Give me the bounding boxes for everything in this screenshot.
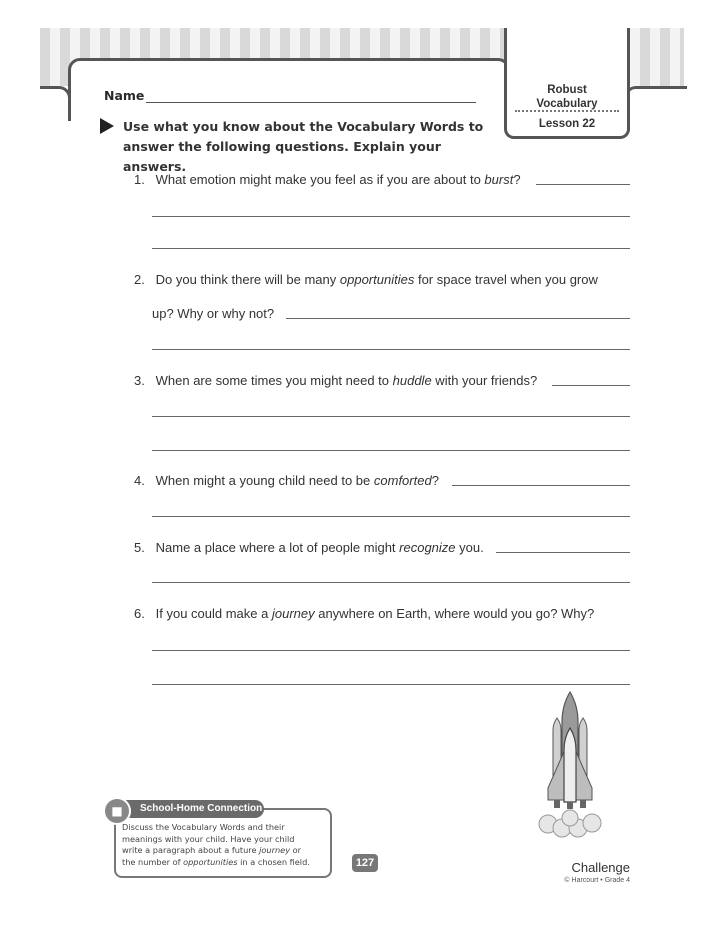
lesson-type-line1: Robust: [547, 84, 587, 96]
question-text-after: for space travel when you grow: [414, 272, 598, 287]
question-text-after: ?: [513, 172, 521, 187]
answer-line[interactable]: [152, 416, 630, 417]
triangle-right-icon: [100, 118, 114, 134]
lesson-type-line2: Vocabulary: [536, 98, 598, 110]
question-number: 4.: [134, 473, 145, 488]
challenge-label: Challenge: [571, 860, 630, 875]
instructions-line1: Use what you know about the Vocabulary Words to: [123, 119, 484, 134]
answer-line[interactable]: [452, 485, 630, 486]
answer-line[interactable]: [496, 552, 630, 553]
vocab-word: opportunities: [339, 272, 415, 287]
question-2-line2: up? Why or why not?: [152, 306, 275, 321]
answer-line[interactable]: [286, 318, 630, 319]
school-home-line3: [122, 845, 322, 857]
question-number: 2.: [134, 272, 145, 287]
question-number: 5.: [134, 540, 145, 555]
header-frame-left-tab: [40, 86, 71, 101]
vocab-word: recognize: [399, 540, 456, 555]
answer-line[interactable]: [152, 650, 630, 651]
page-number: 127: [352, 854, 378, 872]
vocab-word: journey: [271, 606, 315, 621]
name-input-line[interactable]: [146, 102, 476, 103]
school-home-text-segment: or: [290, 845, 302, 855]
vocab-word: huddle: [392, 373, 432, 388]
school-home-text-segment: write a paragraph about a future: [122, 845, 260, 855]
name-row: [104, 88, 478, 104]
question-number: 6.: [134, 606, 145, 621]
space-shuttle-icon: [530, 688, 610, 838]
answer-line[interactable]: [152, 516, 630, 517]
answer-line[interactable]: [152, 216, 630, 217]
name-label: Name: [104, 88, 145, 103]
question-number: 3.: [134, 373, 145, 388]
lesson-badge: [504, 28, 630, 139]
instructions-line2: answer the following questions. Explain your answers.: [123, 139, 441, 174]
lesson-divider: [515, 110, 619, 112]
school-home-line1: Discuss the Vocabulary Words and their: [122, 822, 285, 832]
vocab-word: opportunities: [183, 856, 238, 867]
school-home-title: School-Home Connection: [118, 800, 264, 818]
answer-line[interactable]: [152, 248, 630, 249]
question-number: 1.: [134, 172, 145, 187]
vocab-word: comforted: [373, 473, 432, 488]
lesson-number: Lesson 22: [538, 118, 596, 130]
copyright: © Harcourt • Grade 4: [564, 877, 630, 884]
bus-icon: ■: [103, 797, 131, 825]
header-frame-right-tab: [624, 86, 687, 101]
question-text-after: with your friends?: [431, 373, 538, 388]
question-6: [134, 606, 630, 621]
question-text-before: What emotion might make you feel as if you are about to: [155, 172, 485, 187]
answer-line[interactable]: [152, 582, 630, 583]
school-home-text-segment: in a chosen field.: [237, 856, 310, 867]
question-text-after: anywhere on Earth, where would you go? Why?: [314, 606, 595, 621]
question-text-before: When are some times you might need to: [155, 373, 393, 388]
question-text-after: you.: [455, 540, 484, 555]
answer-line[interactable]: [536, 184, 630, 185]
question-text-before: If you could make a: [155, 606, 272, 621]
school-home-line4: [122, 857, 322, 869]
school-home-text: [122, 822, 322, 868]
question-text-before: When might a young child need to be: [155, 473, 374, 488]
school-home-line2: meanings with your child. Have your child: [122, 833, 295, 844]
vocab-word: journey: [259, 845, 291, 855]
answer-line[interactable]: [152, 684, 630, 685]
instructions: [123, 117, 503, 177]
question-2: [134, 272, 630, 287]
question-text-before: Name a place where a lot of people might: [155, 540, 400, 555]
answer-line[interactable]: [552, 385, 630, 386]
answer-line[interactable]: [152, 450, 630, 451]
school-home-text-segment: the number of: [122, 856, 184, 867]
question-text-after: ?: [431, 473, 439, 488]
vocab-word: burst: [484, 172, 514, 187]
answer-line[interactable]: [152, 349, 630, 350]
question-text-before: Do you think there will be many: [155, 272, 340, 287]
